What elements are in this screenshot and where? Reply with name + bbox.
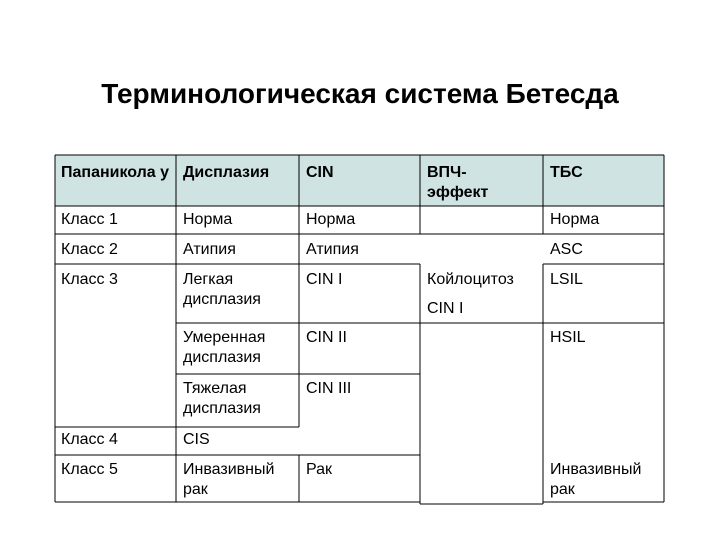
cell-cin-class5: Рак bbox=[306, 461, 333, 478]
cell-tbs-class3: LSIL bbox=[550, 271, 583, 288]
cell-dysplasia-severe: Тяжелая дисплазия bbox=[183, 380, 261, 417]
header-papanicolaou: Папаникола у bbox=[61, 164, 170, 181]
cell-cin-class3: CIN I bbox=[306, 271, 343, 288]
header-dysplasia: Дисплазия bbox=[183, 164, 270, 181]
cell-hpv-koilocytosis: Койлоцитоз bbox=[427, 271, 514, 288]
cell-dysplasia-class5: Инвазивный рак bbox=[183, 461, 275, 498]
cell-dysplasia-class1: Норма bbox=[183, 211, 233, 228]
header-cin: CIN bbox=[306, 164, 334, 181]
header-tbs: ТБС bbox=[550, 164, 583, 181]
cell-pap-class5: Класс 5 bbox=[61, 461, 118, 478]
cell-tbs-class1: Норма bbox=[550, 211, 600, 228]
cell-cin-class2: Атипия bbox=[306, 241, 359, 258]
cell-pap-class3: Класс 3 bbox=[61, 271, 118, 288]
cell-pap-class4: Класс 4 bbox=[61, 431, 118, 448]
cell-dysplasia-class3: Легкая дисплазия bbox=[183, 271, 261, 308]
cell-dysplasia-class4: CIS bbox=[183, 431, 210, 448]
cell-tbs-class5: Инвазивный рак bbox=[550, 461, 642, 498]
cell-tbs-class2: ASC bbox=[550, 241, 583, 258]
cell-tbs-moderate: HSIL bbox=[550, 329, 586, 346]
cell-dysplasia-moderate: Умеренная дисплазия bbox=[183, 329, 266, 366]
cell-pap-class1: Класс 1 bbox=[61, 211, 118, 228]
header-hpv-effect: ВПЧ- эффект bbox=[427, 164, 489, 201]
cell-hpv-cin1: CIN I bbox=[427, 300, 464, 317]
cell-dysplasia-class2: Атипия bbox=[183, 241, 236, 258]
cell-cin-severe: CIN III bbox=[306, 380, 352, 397]
cell-cin-class1: Норма bbox=[306, 211, 356, 228]
cell-cin-moderate: CIN II bbox=[306, 329, 347, 346]
cell-pap-class2: Класс 2 bbox=[61, 241, 118, 258]
slide-title: Терминологическая система Бетесда bbox=[101, 78, 619, 109]
